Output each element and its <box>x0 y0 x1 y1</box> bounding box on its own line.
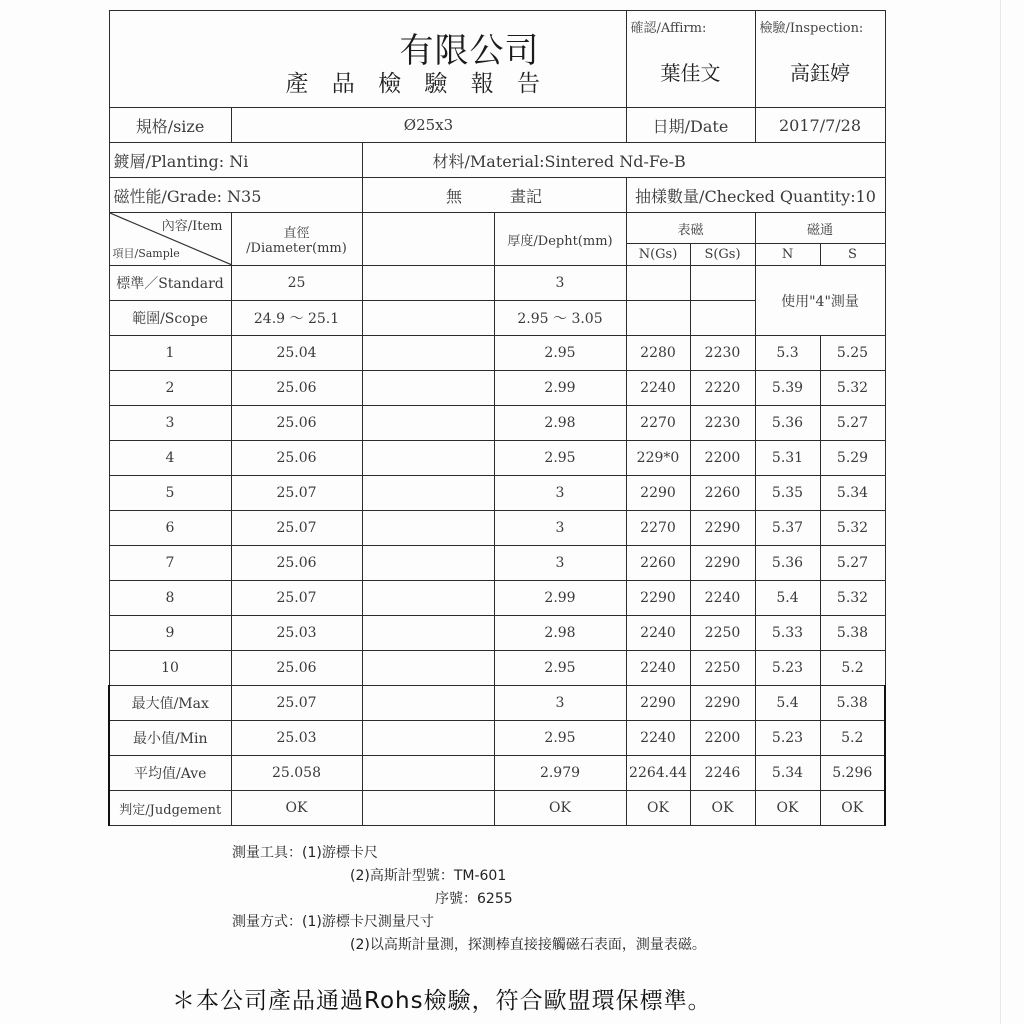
summary-row <box>109 721 885 756</box>
date-value: 2017/7/28 <box>755 108 885 143</box>
summary-s-flux: 5.296 <box>820 756 885 791</box>
diameter-value: 25.07 <box>231 511 362 546</box>
notes-line-1: 測量工具：(1)游標卡尺 <box>232 845 378 861</box>
inspection-table <box>108 10 886 826</box>
n-header: N <box>755 244 820 266</box>
sample-row <box>109 441 885 476</box>
summary-s-gs: 2290 <box>690 686 755 721</box>
standard-label: 標準／Standard <box>109 266 231 301</box>
n-gs-value: 2240 <box>626 651 690 686</box>
checked-quantity: 抽樣數量/Checked Quantity:10 <box>626 178 885 213</box>
sample-header: 項目/Sample <box>112 247 180 260</box>
summary-diameter: 25.07 <box>231 686 362 721</box>
diameter-value: 25.06 <box>231 546 362 581</box>
summary-depth: 2.95 <box>494 721 626 756</box>
s-flux-value: 5.29 <box>820 441 885 476</box>
n-flux-value: 5.4 <box>755 581 820 616</box>
sample-row <box>109 406 885 441</box>
standard-sgs <box>690 266 755 301</box>
n-gs-value: 2290 <box>626 581 690 616</box>
s-gs-value: 2250 <box>690 651 755 686</box>
s-gs-value: 2260 <box>690 476 755 511</box>
sample-row <box>109 651 885 686</box>
s-gs-header: S(Gs) <box>690 244 755 266</box>
sample-row <box>109 336 885 371</box>
n-flux-value: 5.35 <box>755 476 820 511</box>
s-flux-value: 5.2 <box>820 651 885 686</box>
s-gs-value: 2240 <box>690 581 755 616</box>
s-flux-value: 5.27 <box>820 546 885 581</box>
scope-diameter: 24.9 ～ 25.1 <box>231 301 362 336</box>
s-gs-value: 2290 <box>690 546 755 581</box>
notes-line-5: (2)以高斯計量測，探測棒直接接觸磁石表面，測量表磁。 <box>350 937 706 953</box>
sample-row <box>109 371 885 406</box>
diameter-value: 25.07 <box>231 581 362 616</box>
blank-value <box>362 511 494 546</box>
n-gs-value: 229*0 <box>626 441 690 476</box>
sample-row <box>109 581 885 616</box>
blank-value <box>362 651 494 686</box>
blank-value <box>362 406 494 441</box>
size-label: 規格/size <box>109 108 231 143</box>
standard-ngs <box>626 266 690 301</box>
depth-value: 2.95 <box>494 336 626 371</box>
diameter-value: 25.06 <box>231 371 362 406</box>
summary-row <box>109 791 885 826</box>
summary-n-gs: 2240 <box>626 721 690 756</box>
sample-row <box>109 476 885 511</box>
sample-no: 3 <box>109 406 231 441</box>
blank-header <box>362 213 494 266</box>
n-flux-value: 5.37 <box>755 511 820 546</box>
summary-row <box>109 756 885 791</box>
summary-row <box>109 686 885 721</box>
n-gs-value: 2240 <box>626 371 690 406</box>
inspection-label: 檢驗/Inspection: <box>759 21 864 36</box>
n-flux-value: 5.39 <box>755 371 820 406</box>
n-flux-value: 5.23 <box>755 651 820 686</box>
surface-magnetism-header: 表磁 <box>626 213 755 244</box>
blank-value <box>362 476 494 511</box>
blank-value <box>362 336 494 371</box>
item-sample-header <box>109 213 231 266</box>
sample-no: 7 <box>109 546 231 581</box>
s-gs-value: 2230 <box>690 406 755 441</box>
material: 材料/Material:Sintered Nd-Fe-B <box>362 143 885 178</box>
s-gs-value: 2250 <box>690 616 755 651</box>
n-gs-header: N(Gs) <box>626 244 690 266</box>
scope-label: 範圍/Scope <box>109 301 231 336</box>
summary-s-gs: 2246 <box>690 756 755 791</box>
affirm-cell <box>626 11 755 108</box>
summary-n-flux: 5.4 <box>755 686 820 721</box>
summary-diameter: 25.058 <box>231 756 362 791</box>
sample-no: 8 <box>109 581 231 616</box>
planting: 鍍層/Planting: Ni <box>109 143 362 178</box>
sample-row <box>109 616 885 651</box>
sample-no: 4 <box>109 441 231 476</box>
standard-diameter: 25 <box>231 266 362 301</box>
n-gs-value: 2260 <box>626 546 690 581</box>
s-gs-value: 2230 <box>690 336 755 371</box>
n-gs-value: 2270 <box>626 406 690 441</box>
summary-n-flux: OK <box>755 791 820 826</box>
summary-depth: 3 <box>494 686 626 721</box>
blank-value <box>362 546 494 581</box>
summary-blank <box>362 721 494 756</box>
diameter-header-zh: 直徑 <box>283 226 310 241</box>
company-name: 有限公司 <box>399 31 540 71</box>
summary-rows <box>109 686 885 826</box>
summary-blank <box>362 756 494 791</box>
flux-measure-note: 使用"4"測量 <box>755 266 885 336</box>
s-gs-value: 2290 <box>690 511 755 546</box>
sample-no: 5 <box>109 476 231 511</box>
depth-value: 2.99 <box>494 581 626 616</box>
summary-label: 最小值/Min <box>109 721 231 756</box>
diameter-value: 25.06 <box>231 406 362 441</box>
summary-label: 平均值/Ave <box>109 756 231 791</box>
depth-value: 2.98 <box>494 616 626 651</box>
s-flux-value: 5.34 <box>820 476 885 511</box>
depth-header: 厚度/Depht(mm) <box>494 213 626 266</box>
summary-s-gs: OK <box>690 791 755 826</box>
scope-sgs <box>690 301 755 336</box>
measurement-notes <box>232 842 706 957</box>
flux-header: 磁通 <box>755 213 885 244</box>
inspection-name: 高鈺婷 <box>790 61 850 85</box>
blank-value <box>362 616 494 651</box>
diameter-header <box>231 213 362 266</box>
summary-s-flux: 5.38 <box>820 686 885 721</box>
summary-blank <box>362 791 494 826</box>
diameter-value: 25.03 <box>231 616 362 651</box>
affirm-name: 葉佳文 <box>660 61 721 85</box>
remark: 無 畫記 <box>362 178 626 213</box>
s-gs-value: 2220 <box>690 371 755 406</box>
scope-ngs <box>626 301 690 336</box>
s-flux-value: 5.25 <box>820 336 885 371</box>
page-edge <box>1000 0 1001 1024</box>
grade: 磁性能/Grade: N35 <box>109 178 362 213</box>
diameter-value: 25.07 <box>231 476 362 511</box>
sample-rows <box>109 336 885 686</box>
summary-n-gs: 2290 <box>626 686 690 721</box>
n-flux-value: 5.33 <box>755 616 820 651</box>
n-gs-value: 2290 <box>626 476 690 511</box>
diameter-value: 25.06 <box>231 651 362 686</box>
n-flux-value: 5.36 <box>755 406 820 441</box>
summary-blank <box>362 686 494 721</box>
n-flux-value: 5.3 <box>755 336 820 371</box>
summary-label: 判定/Judgement <box>109 791 231 826</box>
notes-line-3: 序號：6255 <box>435 891 513 907</box>
depth-value: 3 <box>494 511 626 546</box>
summary-n-flux: 5.34 <box>755 756 820 791</box>
summary-s-flux: OK <box>820 791 885 826</box>
sample-no: 6 <box>109 511 231 546</box>
rohs-statement: ＊本公司產品通過Rohs檢驗，符合歐盟環保標準。 <box>172 988 712 1014</box>
item-header: 內容/Item <box>161 219 223 234</box>
blank-value <box>362 371 494 406</box>
summary-label: 最大值/Max <box>109 686 231 721</box>
summary-n-flux: 5.23 <box>755 721 820 756</box>
n-gs-value: 2270 <box>626 511 690 546</box>
s-header: S <box>820 244 885 266</box>
standard-blank <box>362 266 494 301</box>
summary-diameter: 25.03 <box>231 721 362 756</box>
notes-line-4: 測量方式：(1)游標卡尺測量尺寸 <box>232 914 434 930</box>
summary-diameter: OK <box>231 791 362 826</box>
standard-depth: 3 <box>494 266 626 301</box>
s-flux-value: 5.38 <box>820 616 885 651</box>
inspection-cell <box>755 11 885 108</box>
sample-row <box>109 511 885 546</box>
depth-value: 2.99 <box>494 371 626 406</box>
size-value: Ø25x3 <box>231 108 626 143</box>
summary-n-gs: 2264.44 <box>626 756 690 791</box>
sample-no: 9 <box>109 616 231 651</box>
n-gs-value: 2240 <box>626 616 690 651</box>
sample-no: 10 <box>109 651 231 686</box>
sample-no: 1 <box>109 336 231 371</box>
depth-value: 2.95 <box>494 651 626 686</box>
summary-depth: OK <box>494 791 626 826</box>
blank-value <box>362 441 494 476</box>
sample-row <box>109 546 885 581</box>
s-gs-value: 2200 <box>690 441 755 476</box>
blank-value <box>362 581 494 616</box>
affirm-label: 確認/Affirm: <box>630 21 707 36</box>
depth-value: 2.98 <box>494 406 626 441</box>
diameter-value: 25.04 <box>231 336 362 371</box>
diameter-value: 25.06 <box>231 441 362 476</box>
notes-line-2: (2)高斯計型號：TM-601 <box>350 868 507 884</box>
summary-depth: 2.979 <box>494 756 626 791</box>
scope-blank <box>362 301 494 336</box>
n-flux-value: 5.36 <box>755 546 820 581</box>
s-flux-value: 5.27 <box>820 406 885 441</box>
sample-no: 2 <box>109 371 231 406</box>
n-gs-value: 2280 <box>626 336 690 371</box>
diameter-header-en: /Diameter(mm) <box>246 241 347 256</box>
depth-value: 2.95 <box>494 441 626 476</box>
date-label: 日期/Date <box>626 108 755 143</box>
s-flux-value: 5.32 <box>820 581 885 616</box>
depth-value: 3 <box>494 546 626 581</box>
summary-s-flux: 5.2 <box>820 721 885 756</box>
summary-s-gs: 2200 <box>690 721 755 756</box>
report-title: 產 品 檢 驗 報 告 <box>285 71 549 97</box>
n-flux-value: 5.31 <box>755 441 820 476</box>
summary-n-gs: OK <box>626 791 690 826</box>
s-flux-value: 5.32 <box>820 371 885 406</box>
scope-depth: 2.95 ～ 3.05 <box>494 301 626 336</box>
report-header <box>109 11 626 108</box>
depth-value: 3 <box>494 476 626 511</box>
s-flux-value: 5.32 <box>820 511 885 546</box>
